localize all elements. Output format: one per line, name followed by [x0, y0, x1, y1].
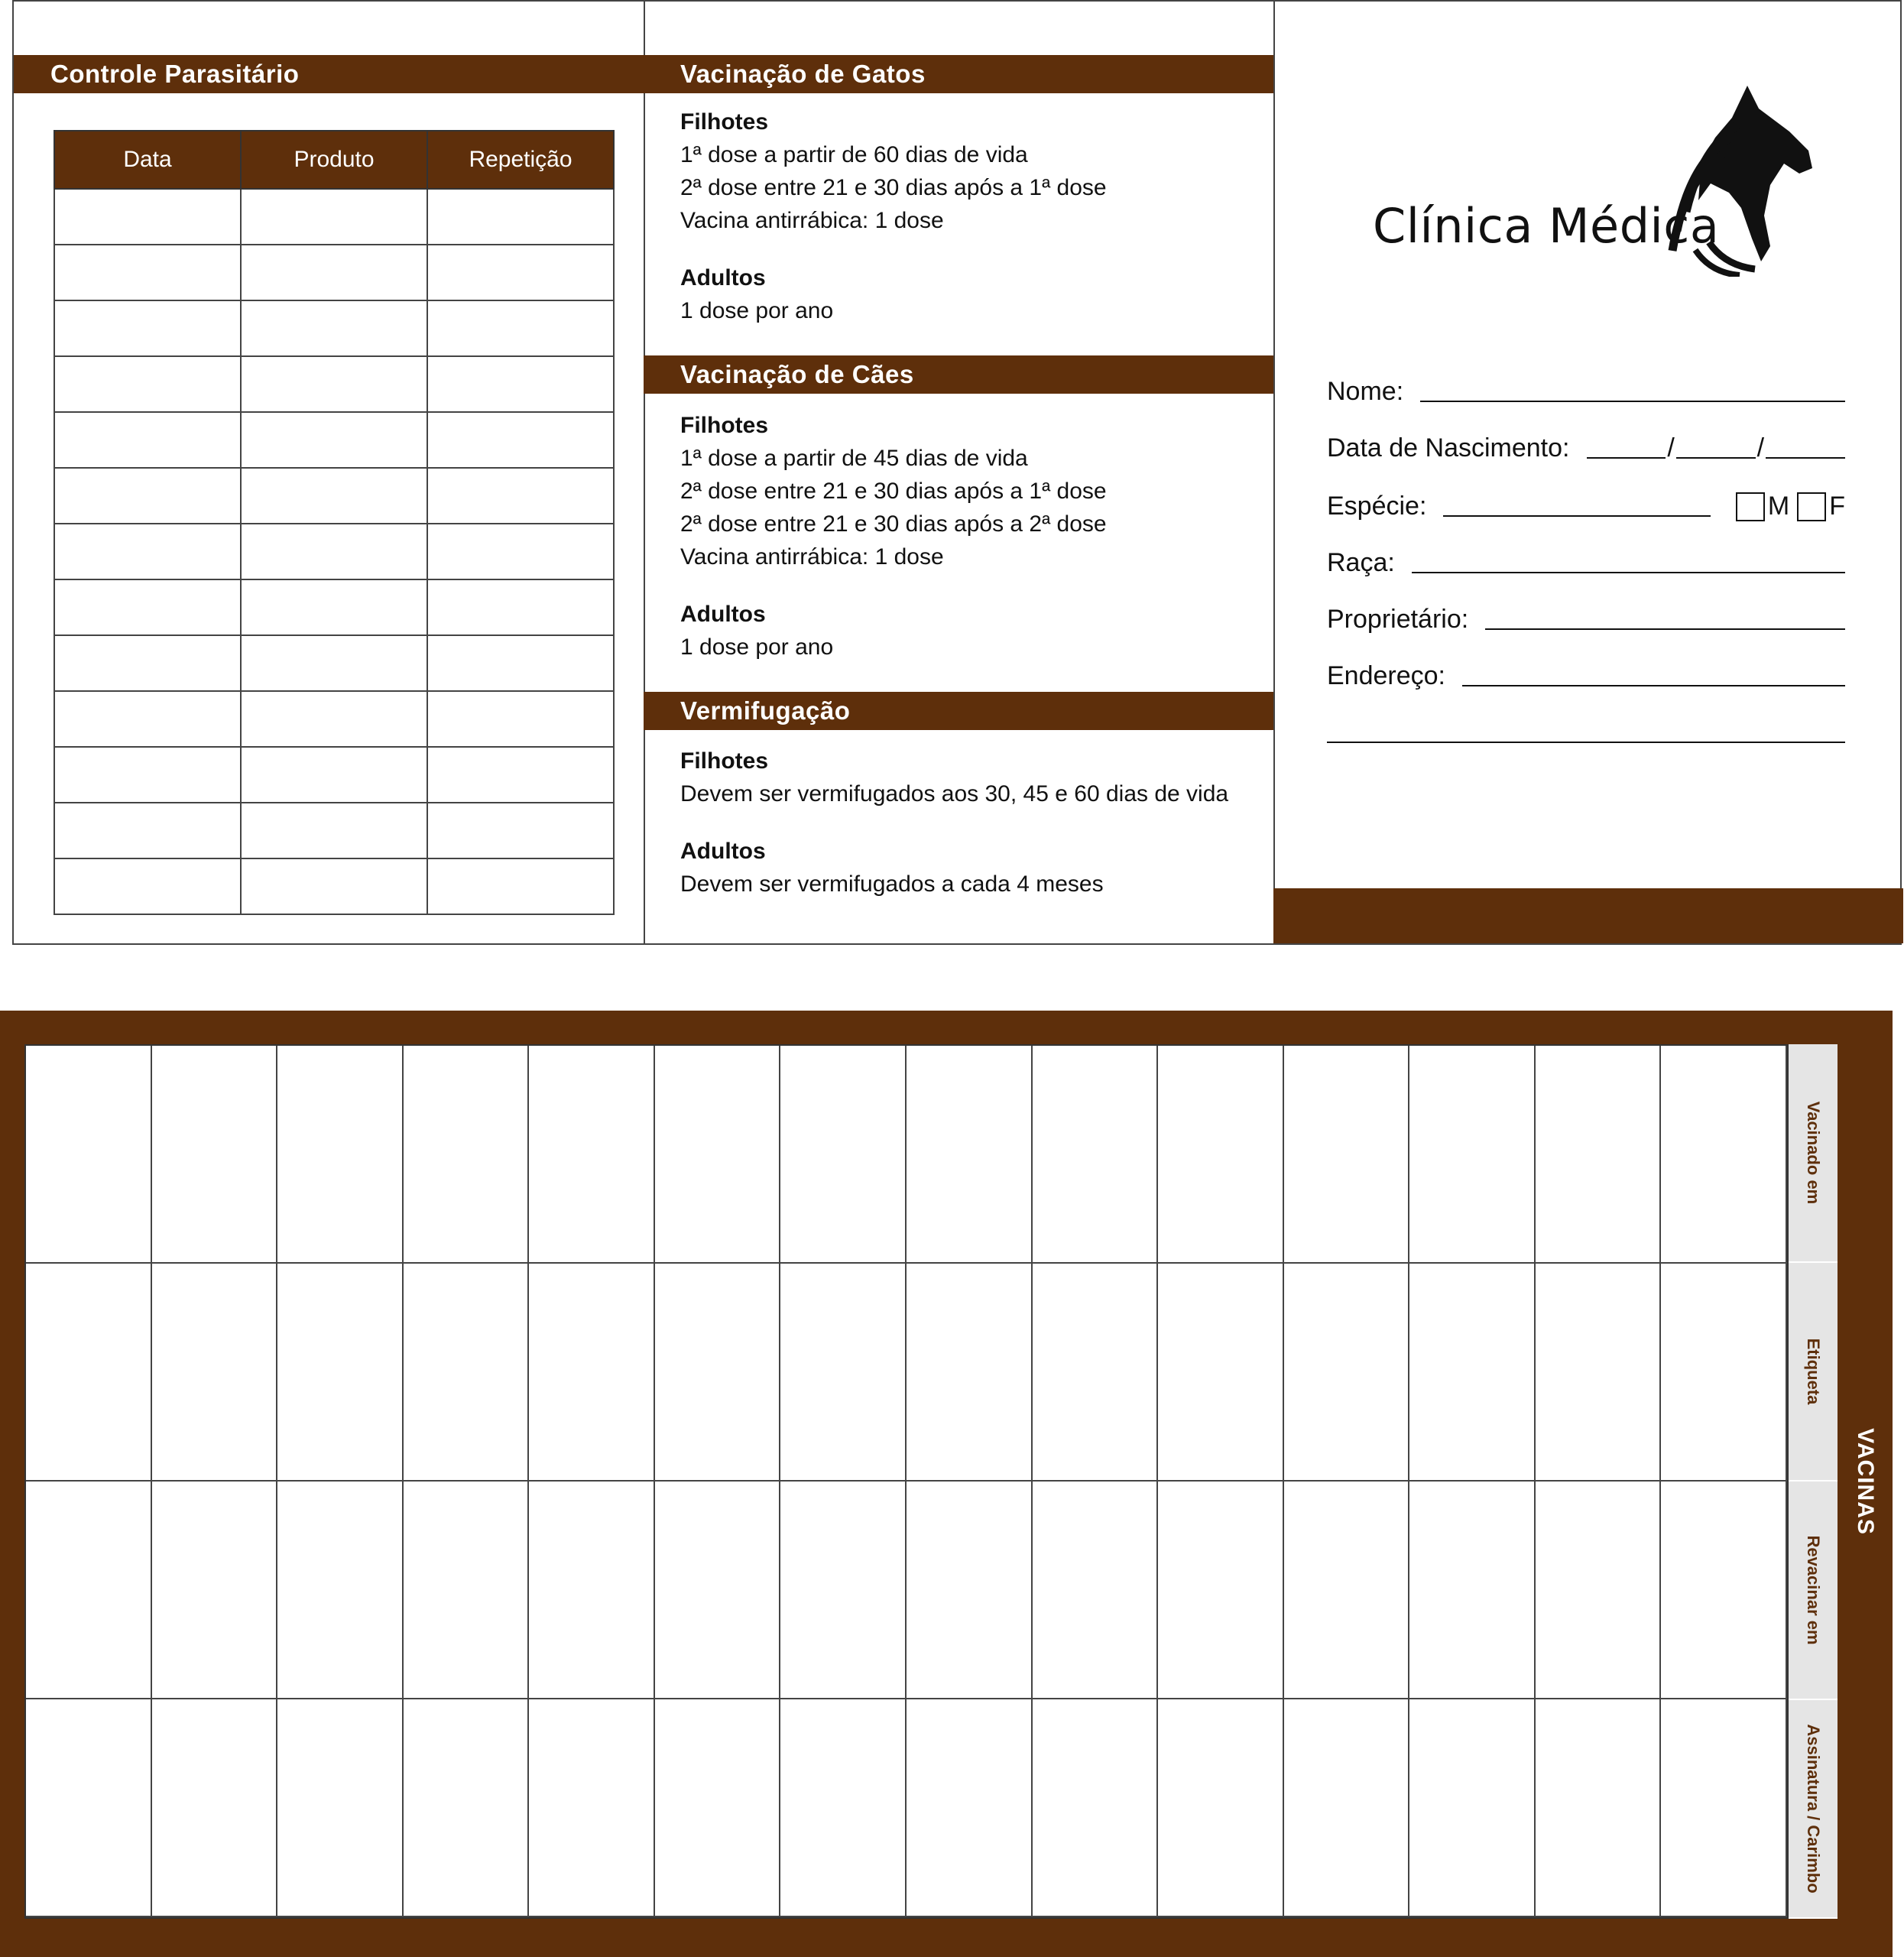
cat-puppies-line: Vacina antirrábica: 1 dose [680, 208, 944, 233]
birthdate-field-row [1327, 425, 1845, 463]
vaccine-cell[interactable] [1158, 1046, 1284, 1264]
table-cell[interactable] [241, 412, 427, 468]
vaccine-cell[interactable] [1284, 1264, 1410, 1482]
table-cell[interactable] [427, 300, 614, 356]
vaccine-cell[interactable] [907, 1046, 1033, 1264]
vaccine-record-card [0, 1011, 1893, 1957]
vaccine-cell[interactable] [277, 1699, 404, 1917]
table-row [54, 691, 614, 747]
table-cell[interactable] [241, 468, 427, 524]
vaccine-cell[interactable] [277, 1482, 404, 1699]
vaccine-cell[interactable] [1409, 1482, 1536, 1699]
vaccines-title [1838, 1044, 1893, 1919]
parasite-control-panel [14, 2, 645, 943]
address-field-line-2[interactable] [1327, 741, 1845, 743]
row-label-vaccinated-on [1789, 1044, 1838, 1263]
row-label-text: Assinatura / Carimbo [1804, 1724, 1823, 1894]
cat-adults-header: Adultos [680, 265, 766, 290]
vaccine-cell[interactable] [1536, 1046, 1662, 1264]
address-label: Endereço: [1327, 661, 1445, 690]
table-cell[interactable] [427, 858, 614, 914]
clinic-name: Clínica Médica [1373, 198, 1720, 254]
vaccine-cell[interactable] [26, 1046, 152, 1264]
table-cell[interactable] [241, 635, 427, 691]
vaccine-cell[interactable] [1536, 1264, 1662, 1482]
column-header-date: Data [54, 131, 241, 189]
cat-puppies-header: Filhotes [680, 109, 769, 135]
deworming-title: Vermifugação [644, 692, 1273, 730]
table-cell[interactable] [54, 635, 241, 691]
vaccine-cell[interactable] [1033, 1264, 1159, 1482]
address-field-row [1327, 653, 1845, 691]
vaccine-cell[interactable] [404, 1046, 530, 1264]
dog-adults-line: 1 dose por ano [680, 634, 834, 660]
deworming-puppies-header: Filhotes [680, 748, 769, 774]
table-cell[interactable] [54, 803, 241, 858]
table-row [54, 245, 614, 300]
vaccine-cell[interactable] [277, 1046, 404, 1264]
clinic-card-front [12, 0, 1902, 945]
table-row [54, 468, 614, 524]
table-cell[interactable] [54, 747, 241, 803]
table-cell[interactable] [241, 803, 427, 858]
vaccine-cell[interactable] [1536, 1482, 1662, 1699]
vaccine-cell[interactable] [1536, 1699, 1662, 1917]
vaccine-cell[interactable] [152, 1046, 278, 1264]
vaccine-cell[interactable] [404, 1264, 530, 1482]
vaccine-cell[interactable] [26, 1482, 152, 1699]
vaccine-cell[interactable] [780, 1046, 907, 1264]
table-row [54, 189, 614, 245]
owner-field-row [1327, 596, 1845, 634]
name-label: Nome: [1327, 377, 1404, 406]
table-row [54, 412, 614, 468]
card-footer-band [1273, 888, 1903, 943]
table-cell[interactable] [241, 189, 427, 245]
vaccine-cell[interactable] [529, 1482, 655, 1699]
table-cell[interactable] [54, 858, 241, 914]
table-cell[interactable] [427, 691, 614, 747]
vaccine-cell[interactable] [1158, 1482, 1284, 1699]
clinic-logo [1373, 78, 1831, 292]
row-label-revaccinate-on [1789, 1482, 1838, 1700]
vaccine-cell[interactable] [780, 1482, 907, 1699]
date-separator: / [1667, 433, 1675, 462]
vaccine-cell[interactable] [529, 1264, 655, 1482]
breed-field[interactable] [1412, 571, 1845, 573]
cat-adults-line: 1 dose por ano [680, 298, 834, 323]
table-cell[interactable] [54, 412, 241, 468]
vaccine-cell[interactable] [277, 1264, 404, 1482]
table-row [54, 858, 614, 914]
dog-adults-header: Adultos [680, 602, 766, 627]
cat-vaccination-section [680, 105, 1107, 327]
vaccine-cell[interactable] [1033, 1482, 1159, 1699]
table-cell[interactable] [241, 579, 427, 635]
owner-field[interactable] [1485, 628, 1845, 630]
vaccines-title-text: VACINAS [1853, 1428, 1878, 1535]
birthdate-year-field[interactable] [1766, 456, 1845, 459]
vaccination-info-panel [644, 2, 1275, 943]
table-cell[interactable] [427, 245, 614, 300]
table-cell[interactable] [54, 579, 241, 635]
vaccine-cell[interactable] [152, 1482, 278, 1699]
vaccine-cell[interactable] [529, 1699, 655, 1917]
vaccine-cell[interactable] [1158, 1699, 1284, 1917]
vaccine-cell[interactable] [655, 1482, 781, 1699]
vaccine-cell[interactable] [26, 1264, 152, 1482]
dog-puppies-line: Vacina antirrábica: 1 dose [680, 544, 944, 570]
vaccine-cell[interactable] [1033, 1699, 1159, 1917]
table-cell[interactable] [54, 691, 241, 747]
table-cell[interactable] [427, 356, 614, 412]
table-cell[interactable] [54, 468, 241, 524]
parasite-control-table [54, 130, 615, 915]
vaccine-cell[interactable] [655, 1046, 781, 1264]
vaccine-row-labels [1789, 1044, 1838, 1919]
name-field-row [1327, 368, 1845, 407]
table-cell[interactable] [427, 747, 614, 803]
row-label-text: Revacinar em [1804, 1535, 1823, 1645]
cat-puppies-line: 2ª dose entre 21 e 30 dias após a 1ª dose [680, 175, 1107, 200]
dog-puppies-header: Filhotes [680, 413, 769, 438]
cat-vaccination-title: Vacinação de Gatos [644, 55, 1273, 93]
table-row [54, 356, 614, 412]
cat-puppies-line: 1ª dose a partir de 60 dias de vida [680, 142, 1028, 167]
table-row [54, 579, 614, 635]
table-cell[interactable] [427, 412, 614, 468]
table-cell[interactable] [241, 747, 427, 803]
vaccine-cell[interactable] [1033, 1046, 1159, 1264]
vaccine-cell[interactable] [404, 1699, 530, 1917]
species-field[interactable] [1443, 514, 1711, 517]
vaccine-cell[interactable] [1661, 1264, 1787, 1482]
sex-female-checkbox[interactable] [1797, 492, 1826, 521]
vaccine-cell[interactable] [780, 1699, 907, 1917]
vaccine-cell[interactable] [26, 1699, 152, 1917]
patient-info-panel [1273, 2, 1903, 943]
vaccine-cell[interactable] [529, 1046, 655, 1264]
vaccine-cell[interactable] [780, 1264, 907, 1482]
owner-label: Proprietário: [1327, 605, 1469, 634]
species-label: Espécie: [1327, 492, 1427, 521]
dog-puppies-line: 1ª dose a partir de 45 dias de vida [680, 446, 1028, 471]
breed-field-row [1327, 540, 1845, 578]
dog-puppies-line: 2ª dose entre 21 e 30 dias após a 1ª dose [680, 479, 1107, 504]
table-cell[interactable] [241, 300, 427, 356]
sex-male-checkbox[interactable] [1736, 492, 1765, 521]
column-header-repetition: Repetição [427, 131, 614, 189]
address-line-2-row [1327, 709, 1845, 748]
vaccine-cell[interactable] [1409, 1046, 1536, 1264]
date-separator: / [1756, 433, 1765, 462]
column-header-product: Produto [241, 131, 427, 189]
table-cell[interactable] [54, 524, 241, 579]
name-field[interactable] [1420, 400, 1845, 402]
breed-label: Raça: [1327, 548, 1395, 577]
vaccine-cell[interactable] [1284, 1046, 1410, 1264]
vaccine-cell[interactable] [1284, 1699, 1410, 1917]
table-cell[interactable] [241, 245, 427, 300]
vaccine-cell[interactable] [1409, 1699, 1536, 1917]
table-cell[interactable] [54, 300, 241, 356]
vaccine-cell[interactable] [152, 1699, 278, 1917]
vaccine-cell[interactable] [1409, 1264, 1536, 1482]
sex-female-label: F [1829, 492, 1845, 521]
table-cell[interactable] [427, 189, 614, 245]
birthdate-month-field[interactable] [1676, 456, 1756, 459]
table-cell[interactable] [427, 803, 614, 858]
table-cell[interactable] [427, 468, 614, 524]
birthdate-day-field[interactable] [1587, 456, 1666, 459]
row-label-signature-stamp [1789, 1700, 1838, 1919]
birthdate-label: Data de Nascimento: [1327, 433, 1570, 462]
table-row [54, 747, 614, 803]
row-label-text: Vacinado em [1804, 1101, 1823, 1205]
vaccine-cell[interactable] [907, 1699, 1033, 1917]
species-field-row [1327, 483, 1845, 521]
vaccine-cell[interactable] [1158, 1264, 1284, 1482]
table-row [54, 803, 614, 858]
vaccine-cell[interactable] [1284, 1482, 1410, 1699]
vaccine-cell[interactable] [655, 1699, 781, 1917]
table-cell[interactable] [241, 858, 427, 914]
sex-male-label: M [1767, 492, 1790, 521]
deworming-section [680, 745, 1228, 901]
table-row [54, 524, 614, 579]
dog-vaccination-title: Vacinação de Cães [644, 355, 1273, 394]
vaccine-grid [24, 1044, 1789, 1919]
dog-puppies-line: 2ª dose entre 21 e 30 dias após a 2ª dose [680, 511, 1107, 537]
vaccine-cell[interactable] [907, 1264, 1033, 1482]
vaccine-cell[interactable] [1661, 1699, 1787, 1917]
table-cell[interactable] [241, 356, 427, 412]
deworming-puppies-line: Devem ser vermifugados aos 30, 45 e 60 dias de vida [680, 781, 1229, 806]
dog-vaccination-section [680, 409, 1107, 664]
table-cell[interactable] [241, 524, 427, 579]
table-cell[interactable] [54, 356, 241, 412]
table-cell[interactable] [427, 524, 614, 579]
table-cell[interactable] [427, 579, 614, 635]
vaccine-cell[interactable] [152, 1264, 278, 1482]
table-row [54, 300, 614, 356]
table-row [54, 635, 614, 691]
table-cell[interactable] [54, 189, 241, 245]
table-cell[interactable] [54, 245, 241, 300]
vaccine-cell[interactable] [907, 1482, 1033, 1699]
vaccine-cell[interactable] [655, 1264, 781, 1482]
deworming-adults-line: Devem ser vermifugados a cada 4 meses [680, 871, 1104, 897]
parasite-control-title: Controle Parasitário [14, 55, 644, 93]
address-field[interactable] [1462, 684, 1845, 686]
row-label-text: Etiqueta [1804, 1338, 1823, 1405]
vaccine-cell[interactable] [1661, 1046, 1787, 1264]
vaccine-cell[interactable] [404, 1482, 530, 1699]
row-label-tag [1789, 1263, 1838, 1482]
vaccine-cell[interactable] [1661, 1482, 1787, 1699]
table-cell[interactable] [241, 691, 427, 747]
table-cell[interactable] [427, 635, 614, 691]
deworming-adults-header: Adultos [680, 839, 766, 864]
